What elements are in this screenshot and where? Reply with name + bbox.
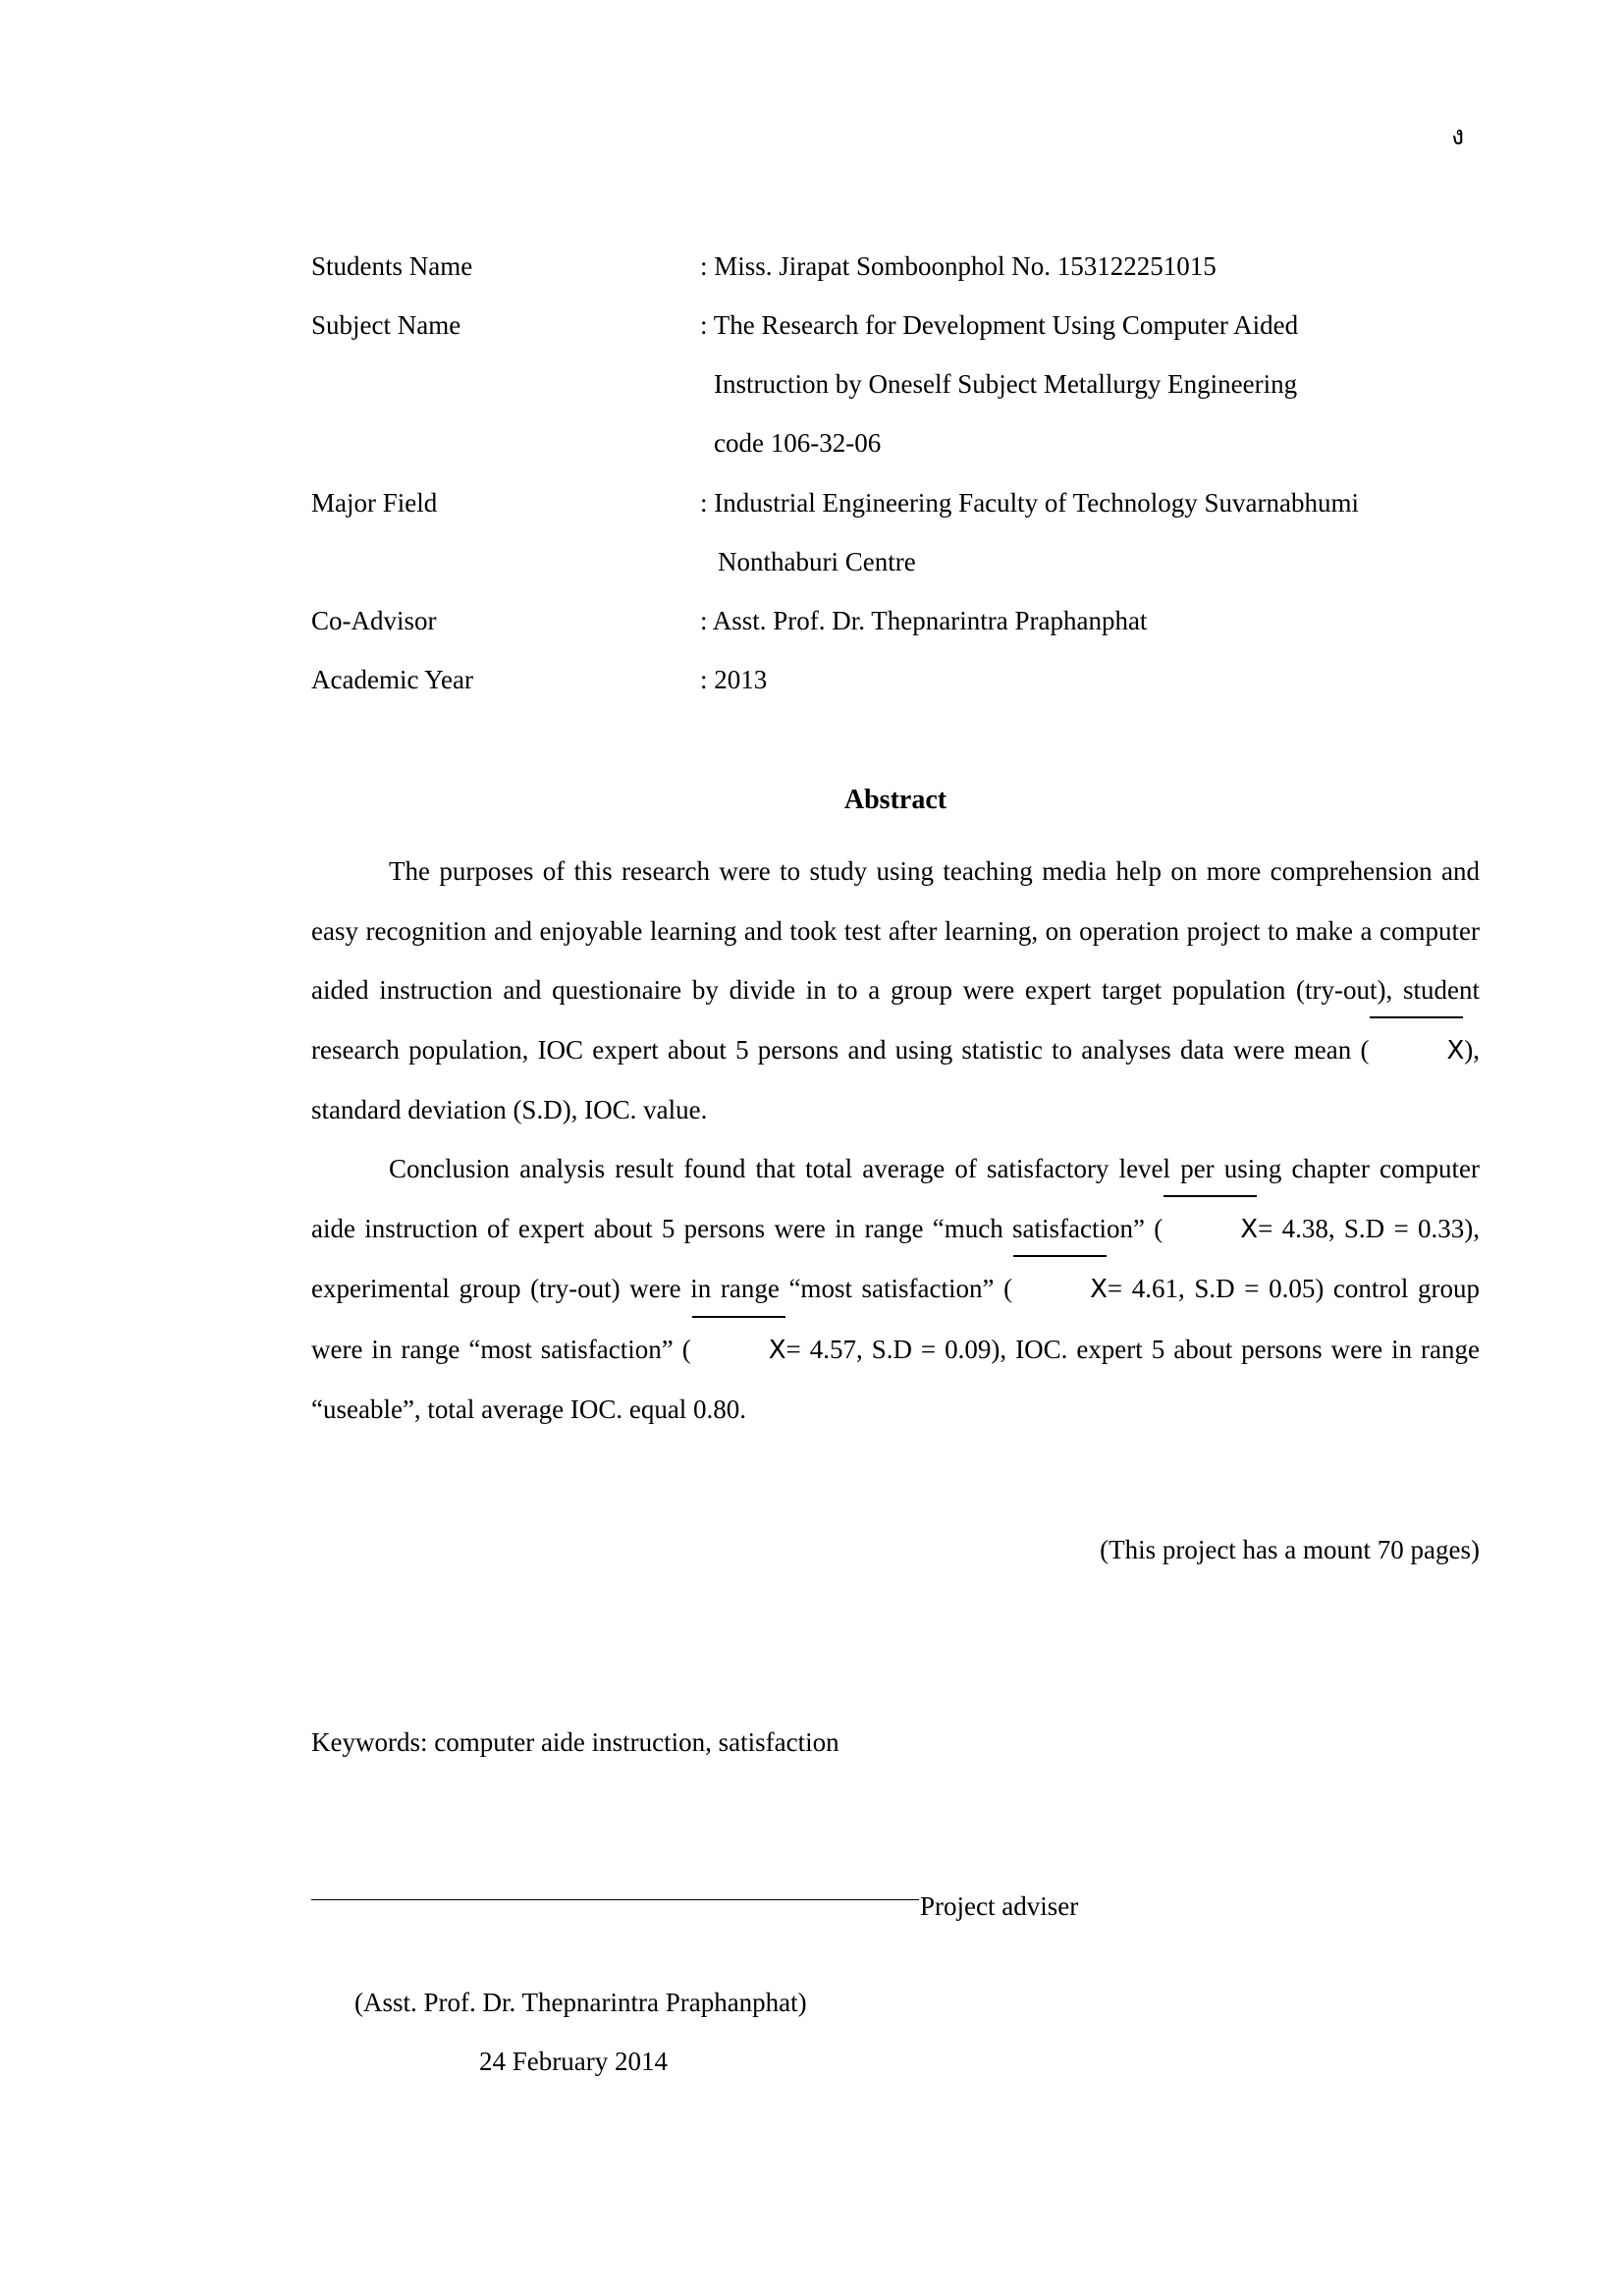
mean-symbol: X xyxy=(1163,1200,1258,1260)
signature-role: Project adviser xyxy=(920,1891,1079,1921)
mean-symbol: X xyxy=(1012,1260,1108,1320)
info-value-line: : Miss. Jirapat Somboonphol No. 153122251015 xyxy=(700,251,1217,281)
paragraph-text: The purposes of this research were to study using teaching media help on more comprehension and easy recognition and enjoyable learning and took test after learning, on operation project to make a computer aided instruction and questionaire by divide in to a group were expert target population (try-out), student research population, IOC expert about 5 persons and using statistic to analyses data were mean ( xyxy=(311,856,1480,1065)
info-value xyxy=(700,483,1486,601)
info-label: Major Field xyxy=(311,488,438,518)
info-label: Subject Name xyxy=(311,310,461,340)
info-value-line: : Asst. Prof. Dr. Thepnarintra Praphanphat xyxy=(700,606,1148,635)
mean-symbol: X xyxy=(691,1321,786,1381)
info-value-line: code 106-32-06 xyxy=(714,428,882,458)
signature-date: 24 February 2014 xyxy=(479,2047,668,2076)
info-label: Co-Advisor xyxy=(311,606,437,635)
abstract-paragraph-1 xyxy=(311,842,1480,1140)
info-value-line: : The Research for Development Using Computer Aided xyxy=(700,310,1299,340)
page-count-note: (This project has a mount 70 pages) xyxy=(1100,1535,1480,1564)
paragraph-text: ), standard deviation (S.D), IOC. value. xyxy=(311,1034,1480,1124)
info-label: Students Name xyxy=(311,251,473,281)
info-value xyxy=(700,660,1486,719)
info-value xyxy=(700,246,1486,305)
mean-symbol: X xyxy=(1369,1021,1464,1081)
info-value-line: Instruction by Oneself Subject Metallurgy Engineering xyxy=(714,369,1298,399)
signature-name: (Asst. Prof. Dr. Thepnarintra Praphanphat) xyxy=(354,1988,807,2017)
signature-line xyxy=(311,1899,919,1900)
abstract-paragraph-2 xyxy=(311,1139,1480,1440)
info-value-line: Nonthaburi Centre xyxy=(718,547,916,576)
paragraph-text: = 4.38, S.D = 0.33), experimental group (try-out) were in range “most satisfaction” ( xyxy=(311,1213,1480,1303)
info-value xyxy=(700,601,1486,660)
info-value-line: : 2013 xyxy=(700,665,768,694)
abstract-title: Abstract xyxy=(843,785,947,815)
paragraph-text: = 4.57, S.D = 0.09), IOC. expert 5 about persons were in range “useable”, total average IOC. equal 0.80. xyxy=(311,1334,1481,1424)
paragraph-text: Conclusion analysis result found that total average of satisfactory level per using chapter computer aide instruction of expert about 5 persons were in range “much satisfaction” ( xyxy=(311,1154,1480,1243)
paragraph-text: = 4.61, S.D = 0.05) control group were in range “most satisfaction” ( xyxy=(311,1274,1480,1364)
info-value xyxy=(700,305,1486,482)
info-value-line: : Industrial Engineering Faculty of Technology Suvarnabhumi xyxy=(700,488,1359,518)
info-label: Academic Year xyxy=(311,665,473,694)
page-number: ง xyxy=(1451,121,1465,150)
keywords: Keywords: computer aide instruction, satisfaction xyxy=(311,1727,839,1757)
